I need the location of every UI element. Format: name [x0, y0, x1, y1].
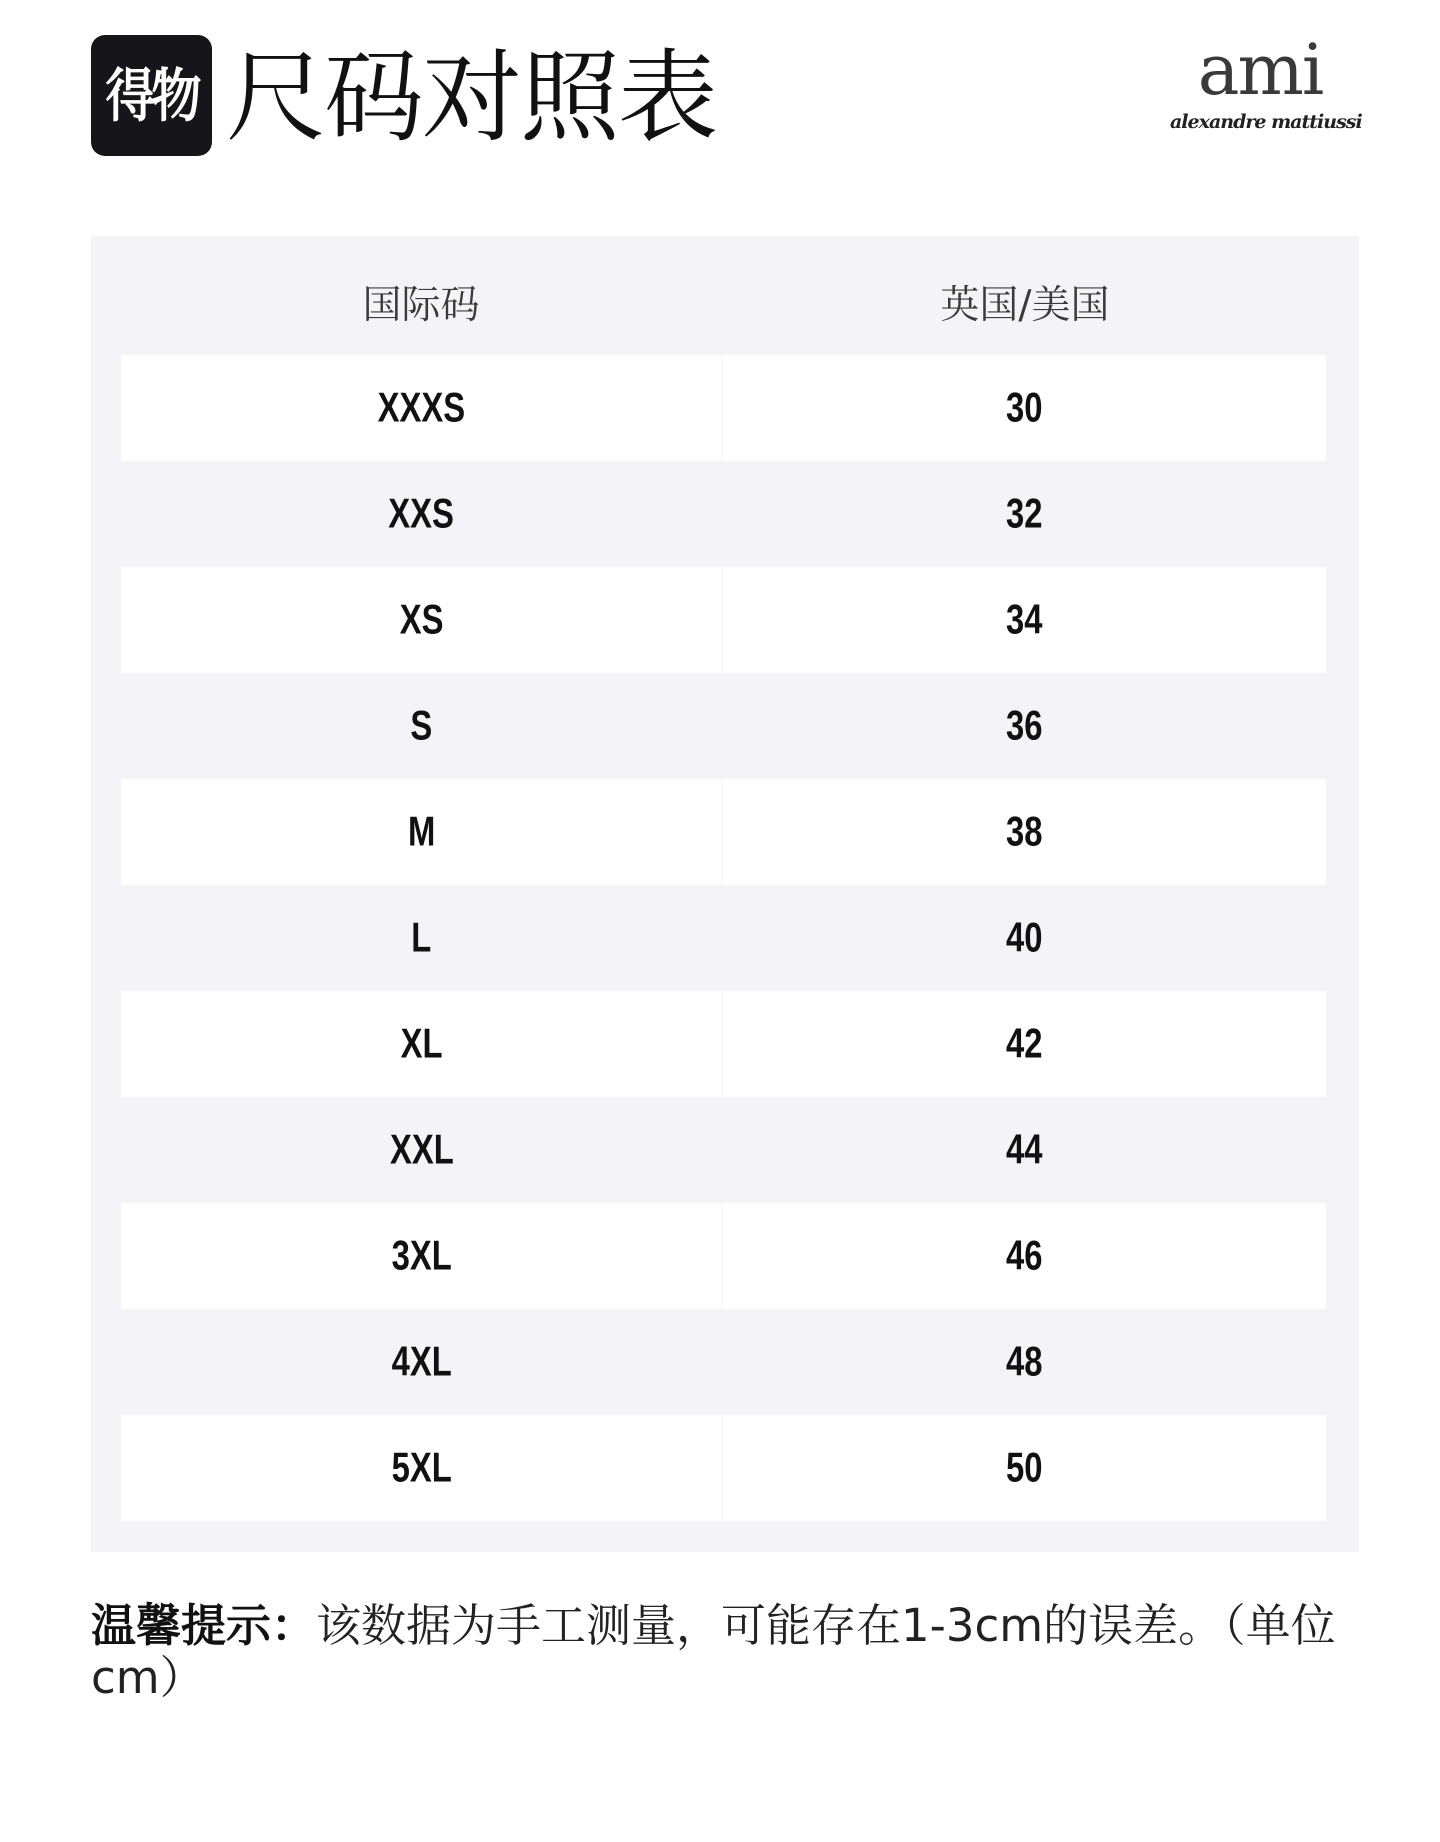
dewu-logo — [91, 35, 212, 156]
cell-uk-us-size: 42 — [723, 991, 1326, 1097]
note-label: 温馨提示： — [91, 1599, 317, 1652]
cell-uk-us-size: 44 — [1006, 1126, 1043, 1173]
table-row — [121, 779, 1326, 885]
cell-uk-us-size: 36 — [1006, 702, 1043, 749]
cell-intl-size: L — [411, 914, 432, 961]
page-header — [0, 0, 1440, 180]
cell-uk-us-size: 30 — [723, 355, 1326, 461]
table-row — [121, 355, 1326, 461]
table-row — [121, 1203, 1326, 1309]
cell-uk-us-size: 48 — [1006, 1338, 1043, 1385]
brand-name: ami — [1197, 29, 1323, 111]
cell-intl-size: 4XL — [391, 1338, 452, 1385]
cell-uk-us-size: 40 — [1006, 914, 1043, 961]
cell-uk-us-size: 38 — [723, 779, 1326, 885]
column-header-intl: 国际码 — [362, 283, 480, 328]
brand-subtitle: alexandre mattiussi — [1170, 111, 1362, 133]
cell-uk-us-size: 50 — [723, 1415, 1326, 1521]
cell-intl-size: 3XL — [121, 1203, 722, 1309]
column-header-uk-us: 英国/美国 — [940, 283, 1110, 328]
table-row — [121, 673, 1326, 779]
table-row — [121, 991, 1326, 1097]
cell-intl-size: S — [410, 702, 433, 749]
measurement-note — [91, 1600, 1381, 1704]
cell-intl-size: XL — [121, 991, 722, 1097]
table-row — [121, 1309, 1326, 1415]
note-text: 该数据为手工测量，可能存在1-3cm的误差。（单位cm） — [91, 1599, 1336, 1704]
table-row — [121, 1097, 1326, 1203]
cell-intl-size: XXXS — [121, 355, 722, 461]
cell-uk-us-size: 46 — [723, 1203, 1326, 1309]
cell-uk-us-size: 34 — [723, 567, 1326, 673]
cell-intl-size: 5XL — [121, 1415, 722, 1521]
dewu-logo-text: 得物 — [105, 62, 198, 129]
size-table — [91, 236, 1359, 1552]
brand-logo — [1170, 29, 1362, 150]
table-row — [121, 1415, 1326, 1521]
table-row — [121, 461, 1326, 567]
page-title: 尺码对照表 — [226, 39, 716, 156]
cell-intl-size: XS — [121, 567, 722, 673]
cell-intl-size: XXL — [389, 1126, 454, 1173]
cell-intl-size: XXS — [388, 490, 455, 537]
size-rows — [121, 355, 1326, 1521]
cell-uk-us-size: 32 — [1006, 490, 1043, 537]
table-row — [121, 885, 1326, 991]
cell-intl-size: M — [121, 779, 722, 885]
table-row — [121, 567, 1326, 673]
